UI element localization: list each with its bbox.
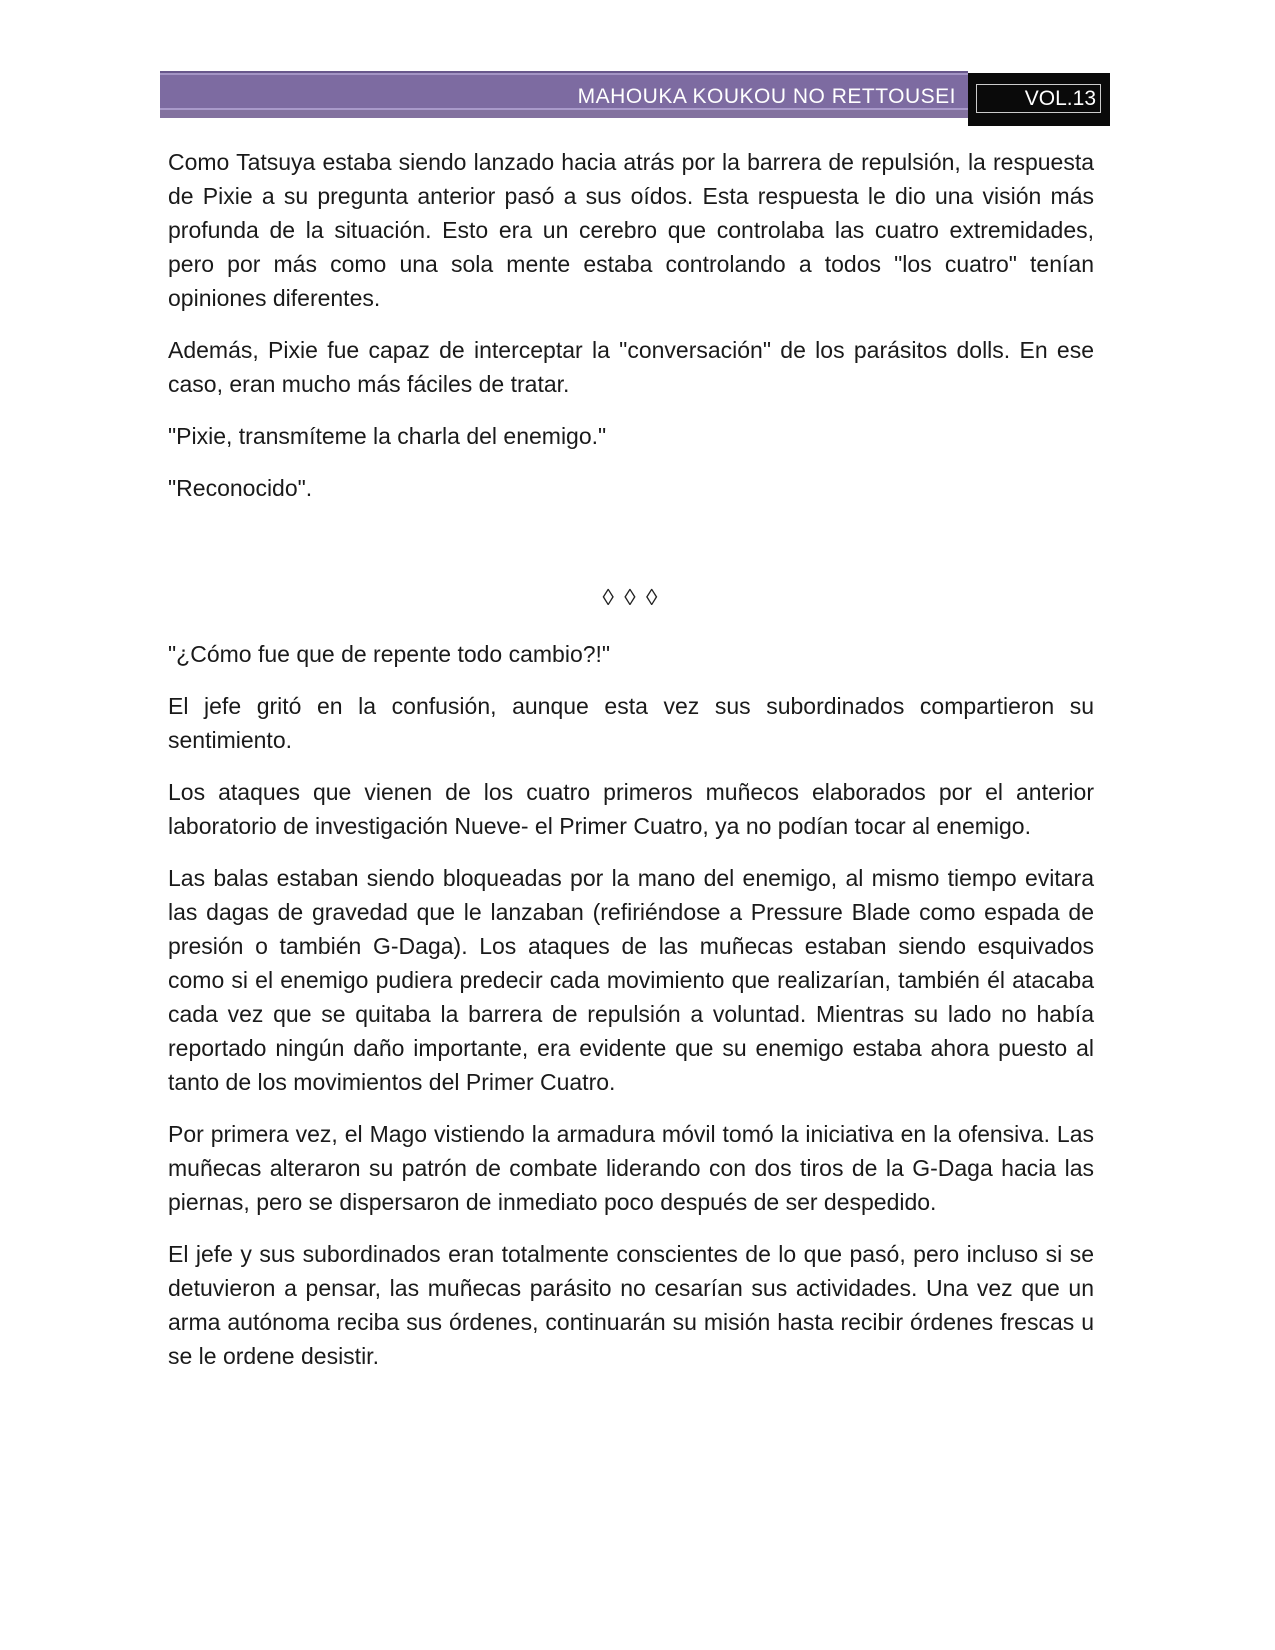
paragraph: El jefe gritó en la confusión, aunque esta vez sus subordinados compartieron su sentimiento. bbox=[168, 693, 1094, 753]
dialogue-line: "¿Cómo fue que de repente todo cambio?!" bbox=[168, 641, 611, 667]
scene-break-diamonds: ◊ ◊ ◊ bbox=[602, 584, 660, 610]
page-body bbox=[168, 145, 1094, 1391]
dialogue-line: "Reconocido". bbox=[168, 475, 313, 501]
dialogue-line: "Pixie, transmíteme la charla del enemigo." bbox=[168, 423, 607, 449]
paragraph: Por primera vez, el Mago vistiendo la armadura móvil tomó la iniciativa en la ofensiva. Las muñecas alteraron su patrón de combate liderando con dos tiros de la G-Daga hacia las piernas, pero se dispersaron de inmediato poco después de ser despedido. bbox=[168, 1121, 1094, 1215]
paragraph: El jefe y sus subordinados eran totalmente conscientes de lo que pasó, pero incluso si se detuvieron a pensar, las muñecas parásito no cesarían sus actividades. Una vez que un arma autónoma reciba sus órdenes, continuarán su misión hasta recibir órdenes frescas u se le ordene desistir. bbox=[168, 1241, 1094, 1369]
paragraph: Los ataques que vienen de los cuatro primeros muñecos elaborados por el anterior laboratorio de investigación Nueve- el Primer Cuatro, ya no podían tocar al enemigo. bbox=[168, 779, 1094, 839]
volume-label: VOL.13 bbox=[1024, 86, 1096, 110]
header-title: MAHOUKA KOUKOU NO RETTOUSEI bbox=[577, 84, 956, 108]
volume-badge bbox=[968, 73, 1110, 126]
paragraph: Las balas estaban siendo bloqueadas por la mano del enemigo, al mismo tiempo evitara las dagas de gravedad que le lanzaban (refiriéndose a Pressure Blade como espada de presión o también G-Daga). Los ataques de las muñecas estaban siendo esquivados como si el enemigo pudiera predecir cada movimiento que realizarían, también él atacaba cada vez que se quitaba la barrera de repulsión a voluntad. Mientras su lado no había reportado ningún daño importante, era evidente que su enemigo estaba ahora puesto al tanto de los movimientos del Primer Cuatro. bbox=[168, 865, 1094, 1095]
header-banner bbox=[160, 71, 968, 118]
paragraph: Como Tatsuya estaba siendo lanzado hacia atrás por la barrera de repulsión, la respuesta de Pixie a su pregunta anterior pasó a sus oídos. Esta respuesta le dio una visión más profunda de la situación. Esto era un cerebro que controlaba las cuatro extremidades, pero por más como una sola mente estaba controlando a todos "los cuatro" tenían opiniones diferentes. bbox=[168, 149, 1094, 311]
paragraph: Además, Pixie fue capaz de interceptar la "conversación" de los parásitos dolls. En ese caso, eran mucho más fáciles de tratar. bbox=[168, 337, 1094, 397]
volume-badge-cell bbox=[976, 84, 1101, 113]
page-header bbox=[160, 71, 1110, 126]
